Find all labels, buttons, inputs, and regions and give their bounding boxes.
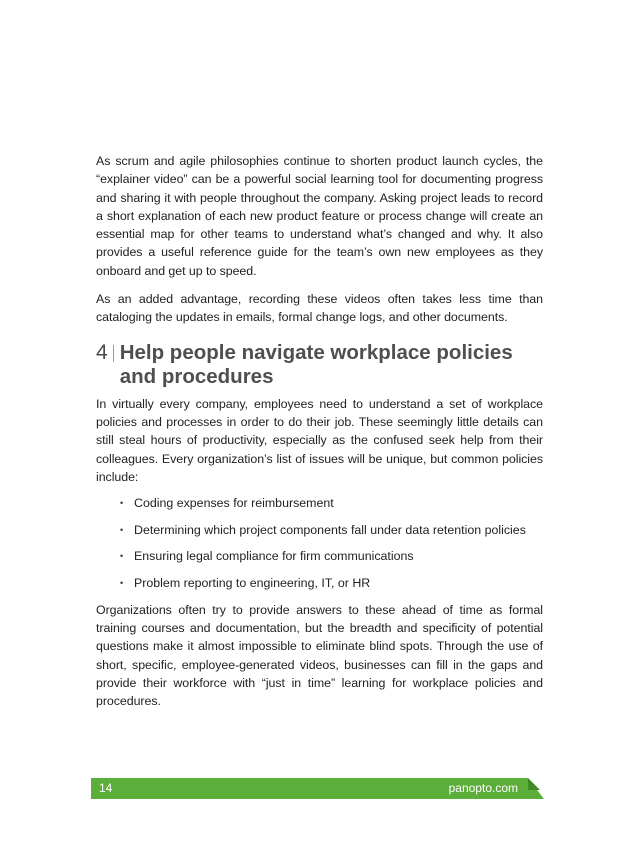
page-content: [96, 152, 543, 710]
section-divider: [113, 345, 114, 362]
list-item-text: Coding expenses for reimbursement: [134, 496, 334, 511]
paragraph-explainer-video: As scrum and agile philosophies continue to shorten product launch cycles, the “explainer video” can be a powerful social learning tool for documenting progress and sharing it with people throughout the company. Asking project leads to record a short explanation of each new product feature or process change will create an essential map for other teams to understand what’s changed and why. It also provides a useful reference guide for the team’s own new employees as they onboard and get up to speed.: [96, 154, 543, 278]
footer-fold-shadow: [528, 778, 540, 790]
list-item: [120, 521, 543, 539]
section-heading: [96, 341, 543, 389]
footer-bar: [91, 778, 528, 799]
section-title: Help people navigate workplace policies and procedures: [119, 340, 513, 388]
list-item: [120, 574, 543, 592]
list-item-text: Determining which project components fall under data retention policies: [134, 522, 526, 537]
section-number: 4: [96, 340, 108, 364]
bullet-icon: •: [120, 524, 124, 535]
footer-site-link[interactable]: panopto.com: [448, 781, 518, 795]
list-item: [120, 494, 543, 512]
list-item-text: Ensuring legal compliance for firm communications: [134, 549, 414, 564]
bullet-icon: •: [120, 498, 124, 509]
list-item-text: Problem reporting to engineering, IT, or HR: [134, 575, 371, 590]
page-number: 14: [99, 781, 113, 795]
paragraph-workplace-policies: In virtually every company, employees need to understand a set of workplace policies and processes in order to do their job. These seemingly little details can still steal hours of productivity, especially as the confused seek help from their colleagues. Every organization’s list of issues will be unique, but common policies include:: [96, 396, 543, 484]
paragraph-organizations: Organizations often try to provide answers to these ahead of time as formal training courses and documentation, but the breadth and specificity of potential questions make it almost impossible to eliminate blind spots. Through the use of short, specific, employee-generated videos, businesses can fill in the gaps and provide their workforce with “just in time” learning for workplace policies and procedures.: [96, 602, 543, 709]
list-item: [120, 547, 543, 565]
bullet-icon: •: [120, 551, 124, 562]
bullet-icon: •: [120, 577, 124, 588]
policy-bullet-list: [96, 494, 543, 592]
paragraph-added-advantage: As an added advantage, recording these videos often takes less time than cataloging the updates in emails, formal change logs, and other documents.: [96, 292, 543, 325]
